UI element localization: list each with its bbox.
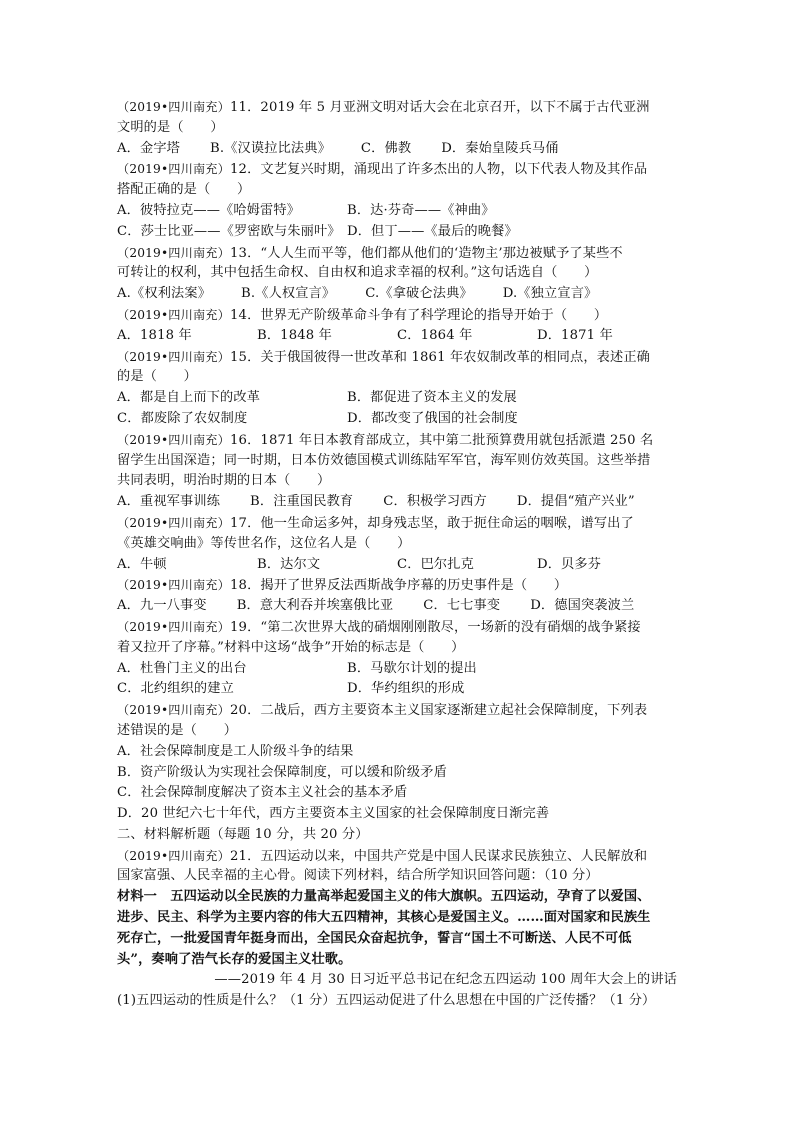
- line-q12b: [117, 180, 677, 201]
- answer-option: A．彼特拉克——《哈姆雷特》: [117, 202, 301, 218]
- answer-option: D．秦始皇陵兵马俑: [441, 140, 559, 156]
- line-text: B．资产阶级认为实现社会保障制度，可以缓和阶级矛盾: [117, 764, 447, 780]
- answer-option: B.《汉谟拉比法典》: [210, 140, 331, 156]
- answer-option: A．重视军事训练: [117, 494, 221, 510]
- line-q15b: [117, 367, 677, 388]
- answer-option: B．达尔文: [257, 556, 321, 572]
- answer-option: A．1818 年: [117, 327, 192, 343]
- line-q21q1: [117, 991, 677, 1012]
- line-sec2: [117, 825, 677, 846]
- question-source: （2019•四川南充）: [117, 515, 230, 530]
- answer-option: B．马歇尔计划的提出: [347, 660, 477, 676]
- answer-option: C.《拿破仑法典》: [365, 286, 473, 302]
- line-text: (1)五四运动的性质是什么？（1 分）五四运动促进了什么思想在中国的广泛传播？（1 分）: [117, 993, 656, 1009]
- line-text: 述错误的是（ ）: [117, 722, 238, 738]
- line-text: ——2019 年 4 月 30 日习近平总书记在纪念五四运动 100 周年大会上的讲话: [214, 972, 677, 988]
- line-q17a: [117, 513, 677, 534]
- line-q16a: [117, 430, 677, 451]
- question-source: （2019•四川南充）: [117, 162, 230, 177]
- answer-option: D．德国突袭波兰: [530, 598, 635, 614]
- line-q11b: [117, 118, 677, 139]
- line-text: 11．2019 年 5 月亚洲文明对话大会在北京召开，以下不属于古代亚洲: [229, 100, 650, 115]
- line-q19o1: [117, 659, 677, 680]
- line-q14o: [117, 326, 677, 347]
- line-text: 《英雄交响曲》等传世名作，这位名人是（ ）: [117, 535, 411, 551]
- answer-option: C．1864 年: [397, 327, 473, 343]
- question-source: （2019•四川南充）: [117, 432, 230, 447]
- answer-option: A．金字塔: [117, 140, 181, 156]
- line-q16c: [117, 471, 677, 492]
- question-source: （2019•四川南充）: [117, 245, 230, 260]
- line-q18o: [117, 596, 677, 617]
- answer-option: B．达·芬奇——《神曲》: [347, 202, 495, 218]
- answer-option: B．注重国民教育: [250, 494, 354, 510]
- question-source: （2019•四川南充）: [117, 703, 230, 718]
- line-q15a: [117, 347, 677, 368]
- line-q17b: [117, 534, 677, 555]
- line-text: A．社会保障制度是工人阶级斗争的结果: [117, 743, 354, 759]
- line-q13b: [117, 263, 677, 284]
- question-source: （2019•四川南充）: [117, 848, 230, 863]
- line-q15o2: [117, 409, 677, 430]
- line-m1b: [117, 908, 677, 929]
- answer-option: B．意大利吞并埃塞俄比亚: [236, 598, 394, 614]
- line-q20a: [117, 700, 677, 721]
- answer-option: D．提倡“殖产兴业”: [516, 494, 635, 510]
- line-q15o1: [117, 388, 677, 409]
- line-q20o3: [117, 783, 677, 804]
- line-text: 13．“人人生而平等，他们都从他们的‘造物主’那边被赋予了某些不: [229, 245, 623, 261]
- answer-option: C．佛教: [360, 140, 412, 156]
- answer-option: C．都废除了农奴制度: [117, 410, 248, 426]
- line-q18a: [117, 575, 677, 596]
- line-text: 共同表明，明治时期的日本（ ）: [117, 473, 331, 489]
- line-text: 进步、民主、科学为主要内容的伟大五四精神，其核心是爱国主义。……面对国家和民族生: [117, 910, 651, 926]
- line-q19a: [117, 617, 677, 638]
- answer-option: B.《人权宣言》: [241, 286, 336, 302]
- line-q20o4: [117, 804, 677, 825]
- answer-option: C．莎士比亚——《罗密欧与朱丽叶》: [117, 223, 341, 239]
- line-q21b: [117, 866, 677, 887]
- answer-option: A．都是自上而下的改革: [117, 390, 261, 406]
- line-q19b: [117, 638, 677, 659]
- line-text: 15．关于俄国彼得一世改革和 1861 年农奴制改革的相同点，表述正确: [229, 349, 651, 365]
- answer-option: D．都改变了俄国的社会制度: [347, 410, 518, 426]
- answer-option: A．九一八事变: [117, 598, 207, 614]
- line-text: C．社会保障制度解决了资本主义社会的基本矛盾: [117, 785, 408, 801]
- line-text: 16．1871 年日本教育部成立，其中第二批预算费用就包括派遣 250 名: [229, 432, 654, 448]
- line-q11o: [117, 139, 677, 160]
- answer-option: A．牛顿: [117, 556, 167, 572]
- question-source: （2019•四川南充）: [117, 619, 230, 634]
- line-q20o1: [117, 742, 677, 763]
- line-q16o: [117, 492, 677, 513]
- line-q12a: [117, 159, 677, 180]
- question-source: （2019•四川南充）: [117, 578, 230, 593]
- line-q19o2: [117, 679, 677, 700]
- line-text: 17．他一生命运多舛，却身残志坚，敢于扼住命运的咽喉，谱写出了: [229, 515, 634, 531]
- line-q20b: [117, 721, 677, 742]
- answer-option: A．杜鲁门主义的出台: [117, 660, 247, 676]
- answer-option: C．北约组织的建立: [117, 681, 234, 697]
- line-q17o: [117, 555, 677, 576]
- line-q12o2: [117, 222, 677, 243]
- answer-option: B．1848 年: [257, 327, 333, 343]
- line-text: 留学生出国深造；同一时期，日本仿效德国模式训练陆军军官，海军则仿效英国。这些举措: [117, 452, 651, 468]
- answer-option: D.《独立宣言》: [502, 286, 598, 302]
- line-q13a: [117, 243, 677, 264]
- line-text: 12．文艺复兴时期，涌现出了许多杰出的人物，以下代表人物及其作品: [229, 162, 648, 178]
- line-m1d: [117, 950, 677, 971]
- line-text: 头”，奏响了浩气长存的爱国主义壮歌。: [117, 951, 352, 967]
- line-q13o: [117, 284, 677, 305]
- line-text: 可转让的权利，其中包括生命权、自由权和追求幸福的权利。”这句话选自（ ）: [117, 265, 598, 281]
- line-q21a: [117, 846, 677, 867]
- line-q14a: [117, 305, 677, 326]
- question-source: （2019•四川南充）: [117, 100, 230, 114]
- answer-option: A.《权利法案》: [117, 286, 212, 302]
- line-text: 着又拉开了序幕。”材料中这场“战争”开始的标志是（ ）: [117, 639, 465, 655]
- line-text: D．20 世纪六七十年代，西方主要资本主义国家的社会保障制度日渐完善: [117, 806, 550, 822]
- answer-option: B．都促进了资本主义的发展: [347, 390, 517, 406]
- line-m1e: [117, 970, 677, 991]
- question-source: （2019•四川南充）: [117, 307, 230, 322]
- exam-page: [117, 97, 677, 1012]
- answer-option: C．巴尔扎克: [397, 556, 474, 572]
- question-source: （2019•四川南充）: [117, 349, 230, 364]
- line-text: 14．世界无产阶级革命斗争有了科学理论的指导开始于（ ）: [229, 307, 608, 323]
- line-text: 19．“第二次世界大战的硝烟刚刚散尽，一场新的没有硝烟的战争紧接: [229, 619, 641, 635]
- line-text: 死存亡，一批爱国青年挺身而出，全国民众奋起抗争，誓言“国土不可断送、人民不可低: [117, 930, 632, 946]
- line-text: 文明的是（ ）: [117, 119, 224, 135]
- answer-option: C．积极学习西方: [383, 494, 487, 510]
- line-text: 的是（ ）: [117, 369, 198, 385]
- answer-option: C．七七事变: [423, 598, 501, 614]
- line-text: 二、材料解析题（每题 10 分，共 20 分）: [117, 826, 369, 842]
- answer-option: D．但丁——《最后的晚餐》: [347, 223, 518, 239]
- line-m1c: [117, 929, 677, 950]
- line-m1a: [117, 887, 677, 908]
- line-text: 18．揭开了世界反法西斯战争序幕的历史事件是（ ）: [229, 578, 568, 594]
- line-q20o2: [117, 763, 677, 784]
- line-text: 材料一 五四运动以全民族的力量高举起爱国主义的伟大旗帜。五四运动，孕育了以爱国、: [117, 889, 651, 905]
- line-text: 21．五四运动以来，中国共产党是中国人民谋求民族独立、人民解放和: [229, 848, 648, 864]
- line-q16b: [117, 451, 677, 472]
- answer-option: D．华约组织的形成: [347, 681, 465, 697]
- line-q11a: [117, 97, 677, 118]
- line-text: 20．二战后，西方主要资本主义国家逐渐建立起社会保障制度，下列表: [229, 703, 648, 719]
- line-text: 国家富强、人民幸福的主心骨。阅读下列材料，结合所学知识回答问题：（10 分）: [117, 868, 599, 884]
- answer-option: D．贝多芬: [537, 556, 602, 572]
- line-text: 搭配正确的是（ ）: [117, 182, 251, 198]
- line-q12o1: [117, 201, 677, 222]
- answer-option: D．1871 年: [537, 327, 613, 343]
